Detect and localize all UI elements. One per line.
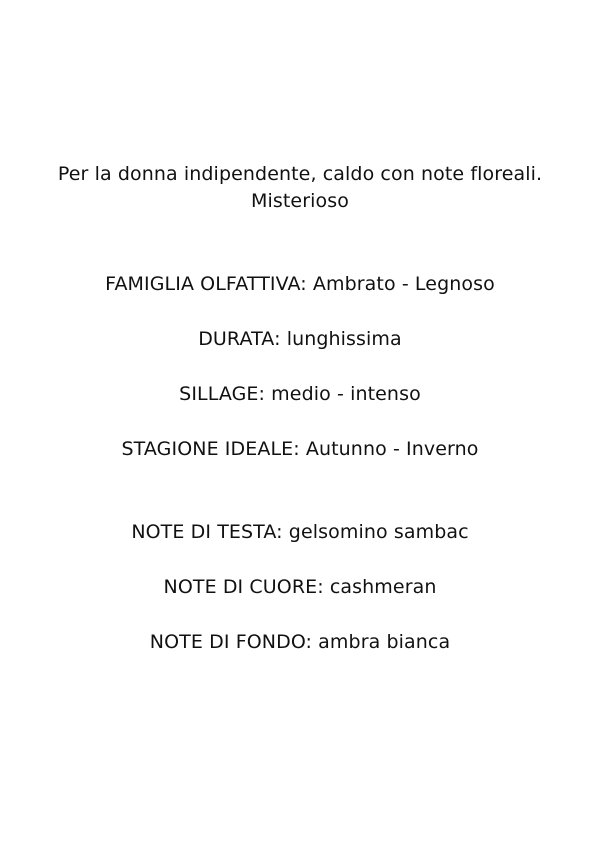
olfactory-family: FAMIGLIA OLFATTIVA: Ambrato - Legnoso [105,273,495,295]
base-notes: NOTE DI FONDO: ambra bianca [149,631,451,653]
description-line-2: Misterioso [251,190,349,212]
description-line-1: Per la donna indipendente, caldo con note floreali. [57,163,543,185]
sillage: SILLAGE: medio - intenso [179,383,421,405]
top-notes: NOTE DI TESTA: gelsomino sambac [131,521,469,543]
ideal-season: STAGIONE IDEALE: Autunno - Inverno [121,438,479,460]
duration: DURATA: lunghissima [198,328,402,350]
heart-notes: NOTE DI CUORE: cashmeran [163,576,437,598]
